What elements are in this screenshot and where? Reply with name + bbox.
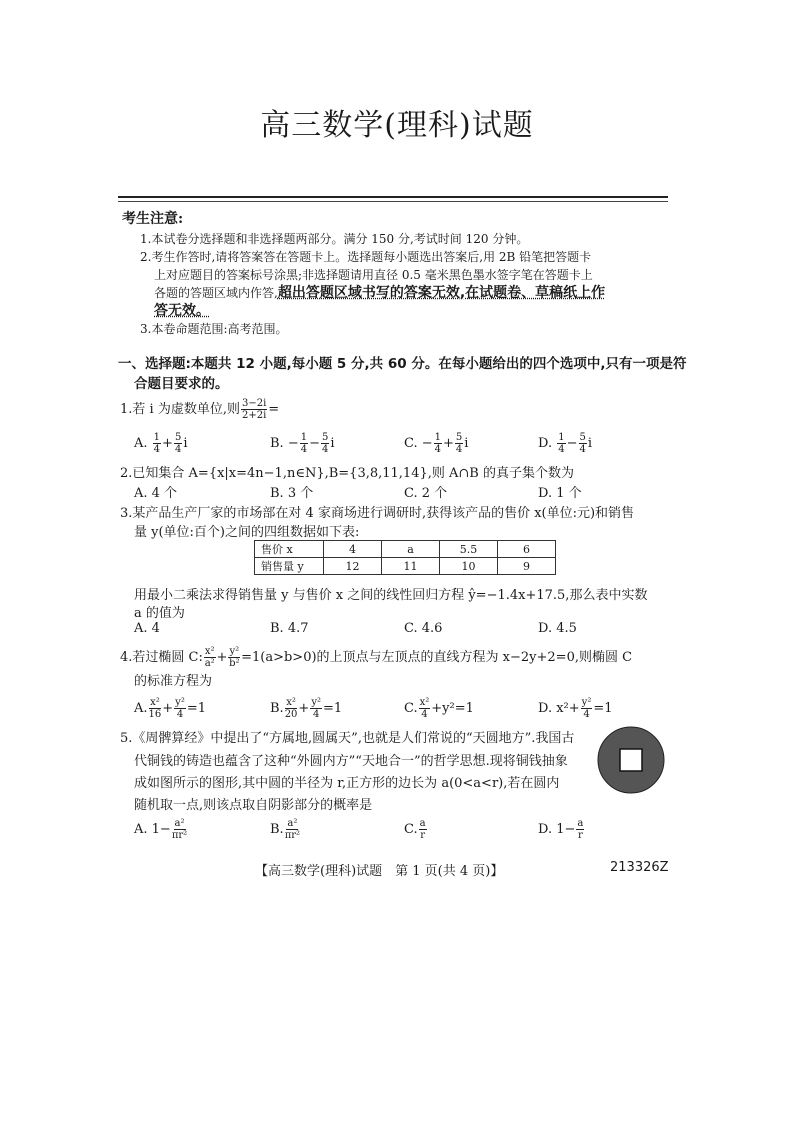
stem-text: =1(a>b>0)的上顶点与左顶点的直线方程为 x−2y+2=0,则椭圆 C bbox=[241, 650, 633, 665]
question-1-option-a bbox=[134, 432, 188, 455]
numerator: y² bbox=[581, 697, 592, 708]
numerator: y² bbox=[175, 697, 185, 708]
denominator: 4 bbox=[421, 709, 428, 720]
numerator: x² bbox=[419, 697, 430, 708]
fraction bbox=[153, 432, 161, 455]
numerator: 1 bbox=[153, 432, 161, 443]
fraction bbox=[576, 818, 584, 841]
numerator: x² bbox=[150, 697, 160, 708]
imag-unit: i bbox=[183, 436, 188, 451]
denominator: 4 bbox=[322, 444, 329, 455]
fraction bbox=[321, 432, 329, 455]
fraction bbox=[419, 697, 431, 720]
imag-unit: i bbox=[464, 436, 469, 451]
denominator: 4 bbox=[455, 444, 463, 455]
fraction bbox=[434, 432, 442, 455]
imag-unit: i bbox=[587, 436, 593, 451]
page-title: 高三数学(理科)试题 bbox=[260, 108, 534, 143]
question-1-stem bbox=[120, 398, 279, 421]
fraction bbox=[455, 432, 463, 455]
stem-text: 1.若 i 为虚数单位,则 bbox=[120, 402, 240, 417]
numerator: a² bbox=[287, 818, 298, 829]
equals: =1 bbox=[186, 701, 207, 716]
numerator: 5 bbox=[322, 432, 329, 443]
option-label: B. bbox=[270, 701, 284, 716]
option-label: C. bbox=[404, 701, 418, 716]
notice-item-1: 1.本试卷分选择题和非选择题两部分。满分 150 分,考试时间 120 分钟。 bbox=[140, 232, 529, 246]
question-5-stem: 5.《周髀算经》中提出了“方属地,圆属天”,也就是人们常说的“天圆地方”.我国古 bbox=[120, 731, 575, 746]
question-5-stem-line-2: 代铜钱的铸造也蕴含了这种“外圆内方”“天地合一”的哲学思想.现将铜钱抽象 bbox=[134, 754, 568, 769]
table-row bbox=[255, 541, 556, 558]
table-row bbox=[255, 558, 556, 575]
numerator: 5 bbox=[579, 432, 586, 443]
question-4-stem bbox=[120, 646, 632, 669]
denominator: a² bbox=[204, 658, 215, 669]
option-label: A. bbox=[134, 701, 148, 716]
option-label: D. 1− bbox=[538, 822, 576, 837]
table-cell: 5.5 bbox=[440, 541, 498, 558]
section-heading-line-2: 合题目要求的。 bbox=[134, 376, 229, 392]
fraction bbox=[285, 697, 298, 720]
notice-item-3: 3.本卷命题范围:高考范围。 bbox=[140, 322, 288, 336]
operator: − bbox=[309, 436, 320, 451]
question-1-option-d bbox=[538, 432, 592, 455]
question-2-stem: 2.已知集合 A={x|x=4n−1,n∈N},B={3,8,11,14},则 A∩B 的真子集个数为 bbox=[120, 466, 574, 481]
notice-item-2-line-4 bbox=[154, 300, 210, 320]
denominator: 4 bbox=[579, 444, 586, 455]
numerator: a² bbox=[174, 818, 185, 829]
operator: + bbox=[443, 436, 454, 451]
numerator: a bbox=[577, 818, 584, 829]
question-3-stem-line-4: a 的值为 bbox=[134, 606, 185, 621]
fraction bbox=[174, 697, 186, 720]
table-cell: 9 bbox=[498, 558, 556, 575]
denominator: 20 bbox=[284, 709, 298, 720]
fraction bbox=[310, 697, 322, 720]
question-3-option-a: A. 4 bbox=[134, 621, 160, 636]
stem-text: = bbox=[268, 402, 280, 417]
numerator: 5 bbox=[455, 432, 463, 443]
equals: =1 bbox=[593, 701, 613, 716]
notice-emphasis: 答无效。 bbox=[154, 303, 210, 319]
fraction bbox=[174, 432, 182, 455]
denominator: πr² bbox=[171, 830, 188, 841]
denominator: πr² bbox=[284, 830, 301, 841]
numerator: a bbox=[419, 818, 426, 829]
numerator: 5 bbox=[174, 432, 182, 443]
notice-item-2: 2.考生作答时,请将答案答在答题卡上。选择题每小题选出答案后,用 2B 铅笔把答题卡 bbox=[140, 250, 592, 264]
divider bbox=[118, 196, 668, 198]
operator: + bbox=[162, 701, 174, 716]
notice-item-2-line-2: 上对应题目的答案标号涂黑;非选择题请用直径 0.5 毫米黑色墨水签字笔在答题卡上 bbox=[154, 268, 593, 282]
denominator: 4 bbox=[558, 444, 565, 455]
table-cell: 10 bbox=[440, 558, 498, 575]
fraction bbox=[172, 818, 187, 841]
option-label: A. bbox=[134, 436, 148, 451]
numerator: x² bbox=[204, 646, 215, 657]
denominator: 4 bbox=[312, 709, 320, 720]
section-heading: 一、选择题:本题共 12 小题,每小题 5 分,共 60 分。在每小题给出的四个选项中,只有一项是符 bbox=[118, 356, 687, 372]
question-3-stem: 3.某产品生产厂家的市场部在对 4 家商场进行调研时,获得该产品的售价 x(单位:元)和销售 bbox=[120, 506, 635, 521]
fraction bbox=[241, 398, 267, 421]
operator: − bbox=[566, 436, 578, 451]
question-5-option-d bbox=[538, 818, 585, 841]
table-cell: a bbox=[382, 541, 440, 558]
page-footer: 【高三数学(理科)试题 第 1 页(共 4 页)】 bbox=[255, 864, 504, 879]
table-cell: 12 bbox=[324, 558, 382, 575]
numerator: y² bbox=[229, 646, 240, 657]
denominator: r bbox=[577, 830, 583, 841]
notice-emphasis: 超出答题区域书写的答案无效,在试题卷、草稿纸上作 bbox=[277, 285, 606, 301]
option-label: B. bbox=[270, 822, 284, 837]
denominator: 16 bbox=[148, 709, 162, 720]
question-2-option-c: C. 2 个 bbox=[404, 486, 448, 501]
option-label: C. − bbox=[404, 436, 433, 451]
fraction bbox=[579, 432, 587, 455]
question-4-option-a bbox=[134, 697, 206, 720]
denominator: 2+2i bbox=[241, 410, 267, 421]
question-3-option-d: D. 4.5 bbox=[538, 621, 577, 636]
divider bbox=[118, 201, 668, 202]
fraction bbox=[228, 646, 240, 669]
table-cell: 11 bbox=[382, 558, 440, 575]
option-label: C. bbox=[404, 822, 418, 837]
question-2-option-a: A. 4 个 bbox=[134, 486, 178, 501]
option-label: D. bbox=[538, 436, 553, 451]
fraction bbox=[300, 432, 308, 455]
data-table bbox=[254, 540, 556, 575]
fraction bbox=[285, 818, 300, 841]
question-2-option-b: B. 3 个 bbox=[270, 486, 314, 501]
option-label: B. − bbox=[270, 436, 299, 451]
table-cell: 6 bbox=[498, 541, 556, 558]
question-3-option-c: C. 4.6 bbox=[404, 621, 443, 636]
question-5-option-c bbox=[404, 818, 428, 841]
question-1-option-c bbox=[404, 432, 468, 455]
notice-heading: 考生注意: bbox=[122, 211, 184, 227]
notice-text: 各题的答题区域内作答, bbox=[154, 286, 278, 300]
question-5-option-b bbox=[270, 818, 301, 841]
question-3-stem-line-3: 用最小二乘法求得销售量 y 与售价 x 之间的线性回归方程 ŷ=−1.4x+17.5,那么表中实数 bbox=[134, 588, 648, 603]
fraction bbox=[419, 818, 427, 841]
option-label: A. 1− bbox=[134, 822, 171, 837]
stem-text: 4.若过椭圆 C: bbox=[120, 650, 203, 665]
equals: =1 bbox=[323, 701, 343, 716]
denominator: 4 bbox=[153, 444, 161, 455]
denominator: r bbox=[420, 830, 425, 841]
operator: + bbox=[216, 650, 228, 665]
coin-figure bbox=[596, 725, 666, 795]
numerator: 1 bbox=[558, 432, 565, 443]
question-5-stem-line-4: 随机取一点,则该点取自阴影部分的概率是 bbox=[134, 798, 373, 813]
option-label: D. x²+ bbox=[538, 701, 580, 716]
question-2-option-d: D. 1 个 bbox=[538, 486, 582, 501]
denominator: 4 bbox=[583, 709, 590, 720]
denominator: 4 bbox=[174, 444, 182, 455]
question-1-option-b bbox=[270, 432, 335, 455]
question-4-option-c bbox=[404, 697, 474, 720]
question-4-stem-line-2: 的标准方程为 bbox=[134, 674, 213, 689]
question-4-option-d bbox=[538, 697, 613, 720]
numerator: 1 bbox=[434, 432, 442, 443]
table-header-cell: 销售量 y bbox=[255, 558, 324, 575]
notice-item-2-line-3 bbox=[154, 282, 605, 302]
coin-square-hole bbox=[620, 749, 642, 771]
imag-unit: i bbox=[330, 436, 335, 451]
fraction bbox=[149, 697, 162, 720]
table-cell: 4 bbox=[324, 541, 382, 558]
denominator: 4 bbox=[434, 444, 442, 455]
question-4-option-b bbox=[270, 697, 342, 720]
question-5-stem-line-3: 成如图所示的图形,其中圆的半径为 r,正方形的边长为 a(0<a<r),若在圆内 bbox=[134, 776, 560, 791]
fraction bbox=[557, 432, 565, 455]
operator: + bbox=[162, 436, 173, 451]
fraction bbox=[204, 646, 216, 669]
option-text: +y²=1 bbox=[431, 701, 474, 716]
question-5-option-a bbox=[134, 818, 188, 841]
question-3-option-b: B. 4.7 bbox=[270, 621, 309, 636]
exam-code: 213326Z bbox=[610, 860, 669, 875]
numerator: 1 bbox=[300, 432, 308, 443]
operator: + bbox=[298, 701, 310, 716]
denominator: 4 bbox=[176, 709, 184, 720]
denominator: 4 bbox=[300, 444, 308, 455]
numerator: x² bbox=[286, 697, 296, 708]
question-3-stem-line-2: 量 y(单位:百个)之间的四组数据如下表: bbox=[134, 525, 360, 540]
fraction bbox=[581, 697, 593, 720]
table-header-cell: 售价 x bbox=[255, 541, 324, 558]
denominator: b² bbox=[229, 658, 240, 669]
numerator: y² bbox=[311, 697, 321, 708]
numerator: 3−2i bbox=[241, 398, 267, 409]
